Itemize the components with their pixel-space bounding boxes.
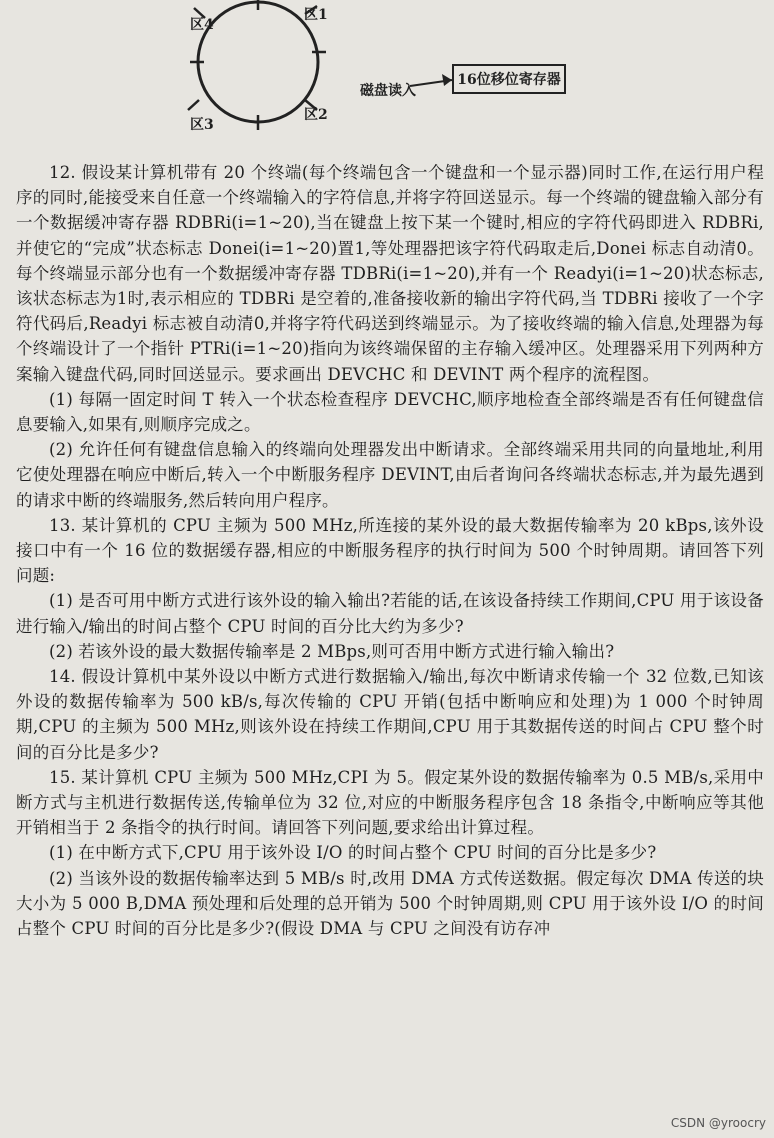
disk-figure bbox=[0, 0, 774, 150]
question-12-part-2: (2) 允许任何有键盘信息输入的终端向处理器发出中断请求。全部终端采用共同的向量地址,利用它使处理器在响应中断后,转入一个中断服务程序 DEVINT,由后者询问各终端状态标志,并为最先遇到的请求中断的终端服务,然后转向用户程序。 bbox=[16, 440, 764, 510]
zone-label-3: 区3 bbox=[190, 117, 214, 133]
question-13-part-1: (1) 是否可用中断方式进行该外设的输入输出?若能的话,在该设备持续工作期间,CPU 用于该设备进行输入/输出的时间占整个 CPU 时间的百分比大约为多少? bbox=[16, 591, 764, 636]
shift-register-box: 16位移位寄存器 bbox=[452, 64, 566, 94]
zone-label-1: 区1 bbox=[304, 7, 328, 23]
disk-diagram bbox=[0, 0, 774, 150]
watermark: CSDN @yroocry bbox=[670, 1116, 766, 1130]
body-text bbox=[16, 160, 764, 941]
question-15-part-2: (2) 当该外设的数据传输率达到 5 MB/s 时,改用 DMA 方式传送数据。假定每次 DMA 传送的块大小为 5 000 B,DMA 预处理和后处理的总开销为 500 个时钟周期,则 CPU 用于该外设 I/O 的时间占整个 CPU 时间的百分比是多少?(假设 DMA 与 CPU 之间没有访存冲 bbox=[16, 868, 764, 939]
question-15: 15. 某计算机 CPU 主频为 500 MHz,CPI 为 5。假定某外设的数据传输率为 0.5 MB/s,采用中断方式与主机进行数据传送,传输单位为 32 位,对应的中断服务程序包含 18 条指令,中断响应等其他开销相当于 2 条指令的执行时间。请回答下列问题,要求给出计算过程。 bbox=[16, 767, 764, 838]
question-15-part-1: (1) 在中断方式下,CPU 用于该外设 I/O 的时间占整个 CPU 时间的百分比是多少? bbox=[49, 843, 657, 863]
question-13: 13. 某计算机的 CPU 主频为 500 MHz,所连接的某外设的最大数据传输率为 20 kBps,该外设接口中有一个 16 位的数据缓存器,相应的中断服务程序的执行时间为 500 个时钟周期。请回答下列问题: bbox=[16, 515, 764, 586]
zone-label-4: 区4 bbox=[190, 17, 214, 33]
disk-read-label: 磁盘读入 bbox=[360, 83, 416, 99]
question-13-part-2: (2) 若该外设的最大数据传输率是 2 MBps,则可否用中断方式进行输入输出? bbox=[49, 641, 615, 661]
question-12: 12. 假设某计算机带有 20 个终端(每个终端包含一个键盘和一个显示器)同时工作,在运行用户程序的同时,能接受来自任意一个终端输入的字符信息,并将字符回送显示。每一个终端的键盘输入部分有一个数据缓冲寄存器 RDBRi(i=1~20),当在键盘上按下某一个键时,相应的字符代码即进入 RDBRi,并使它的“完成”状态标志 Donei(i=1~20)置1,等处理器把该字符代码取走后,Donei 标志自动清0。每个终端显示部分也有一个数据缓冲寄存器 TDBRi(i=1~20),并有一个 Readyi(i=1~20)状态标志,该状态标志为1时,表示相应的 TDBRi 是空着的,准备接收新的输出字符代码,当 TDBRi 接收了一个字符代码后,Readyi 标志被自动清0,并将字符代码送到终端显示。为了接收终端的输入信息,处理器为每个终端设计了一个指针 PTRi(i=1~20)指向为该终端保留的主存输入缓冲区。处理器采用下列两种方案输入键盘代码,同时回送显示。要求画出 DEVCHC 和 DEVINT 两个程序的流程图。 bbox=[16, 163, 764, 384]
zone-label-2: 区2 bbox=[304, 107, 328, 123]
question-12-part-1: (1) 每隔一固定时间 T 转入一个状态检查程序 DEVCHC,顺序地检查全部终端是否有任何键盘信息要输入,如果有,则顺序完成之。 bbox=[16, 389, 764, 435]
disk-circle bbox=[198, 2, 318, 122]
arrow-head bbox=[442, 74, 452, 86]
question-14: 14. 假设计算机中某外设以中断方式进行数据输入/输出,每次中断请求传输一个 32 位数,已知该外设的数据传输率为 500 kB/s,每次传输的 CPU 开销(包括中断响应和处理)为 1 000 个时钟周期,CPU 的主频为 500 MHz,则该外设在持续工作期间,CPU 用于其数据传送的时间占 CPU 整个时间的百分比是多少? bbox=[16, 667, 764, 762]
